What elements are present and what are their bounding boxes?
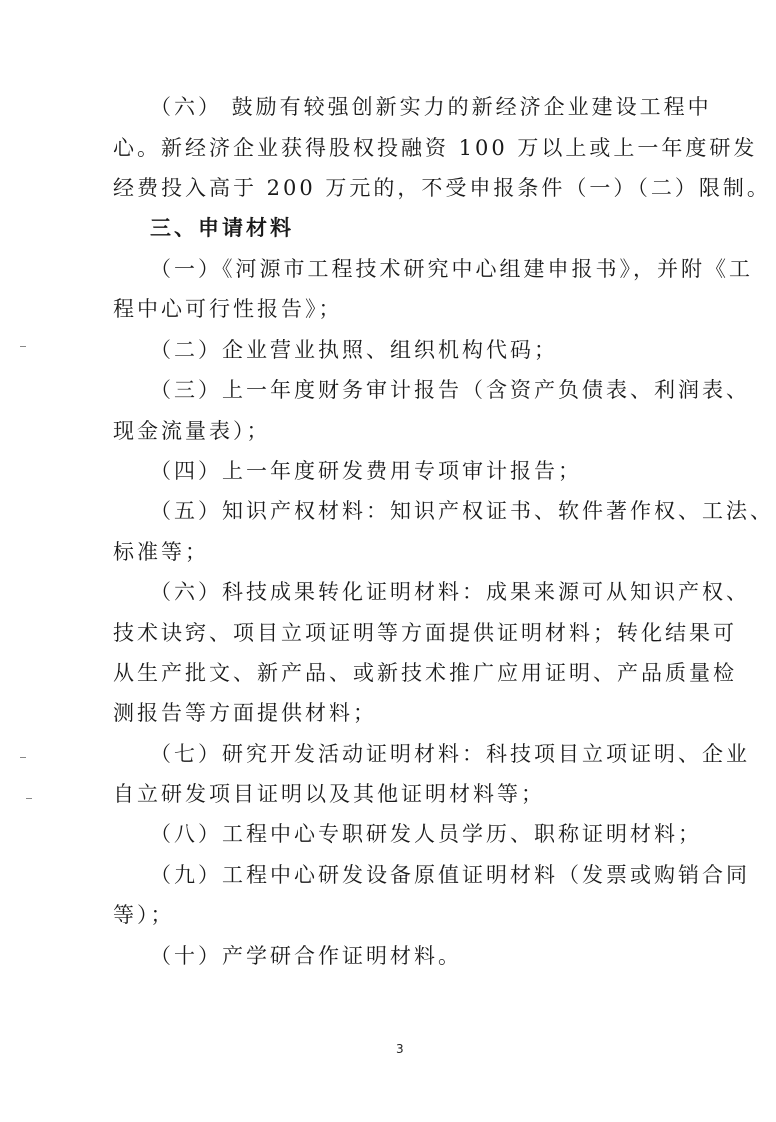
paragraph-line: （六）科技成果转化证明材料：成果来源可从知识产权、 — [150, 580, 750, 604]
paragraph-line: 自立研发项目证明以及其他证明材料等； — [113, 782, 545, 806]
paragraph-line: （一）《河源市工程技术研究中心组建申报书》，并附《工 — [150, 257, 753, 281]
paragraph-line: 等）； — [113, 903, 175, 927]
paragraph-line: 程中心可行性报告》； — [113, 297, 343, 321]
paragraph-line: （十）产学研合作证明材料。 — [150, 944, 462, 968]
paragraph-line: 标准等； — [113, 540, 209, 564]
scan-mark — [26, 798, 32, 799]
paragraph-line: 从生产批文、新产品、或新技术推广应用证明、产品质量检 — [113, 661, 737, 685]
paragraph-line: （六） 鼓励有较强创新实力的新经济企业建设工程中 — [150, 95, 712, 119]
paragraph-line: （九）工程中心研发设备原值证明材料（发票或购销合同 — [150, 863, 750, 887]
paragraph-line: 技术诀窍、项目立项证明等方面提供证明材料；转化结果可 — [113, 621, 737, 645]
paragraph-line: （五）知识产权材料：知识产权证书、软件著作权、工法、 — [150, 499, 774, 523]
paragraph-line: （三）上一年度财务审计报告（含资产负债表、利润表、 — [150, 378, 750, 402]
section-heading: 三、申请材料 — [150, 215, 294, 240]
scan-mark — [20, 757, 26, 758]
paragraph-line: （七）研究开发活动证明材料：科技项目立项证明、企业 — [150, 742, 750, 766]
paragraph-line: （八）工程中心专职研发人员学历、职称证明材料； — [150, 822, 702, 846]
paragraph-line: 测报告等方面提供材料； — [113, 701, 377, 725]
paragraph-line: （二）企业营业执照、组织机构代码； — [150, 338, 558, 362]
paragraph-line: 经费投入高于 200 万元的，不受申报条件（一）（二）限制。 — [113, 176, 771, 200]
paragraph-line: 现金流量表）； — [113, 419, 271, 443]
page-number: 3 — [396, 1042, 404, 1056]
paragraph-line: 心。新经济企业获得股权投融资 100 万以上或上一年度研发 — [113, 136, 758, 160]
paragraph-line: （四）上一年度研发费用专项审计报告； — [150, 459, 582, 483]
scan-mark — [20, 346, 26, 347]
